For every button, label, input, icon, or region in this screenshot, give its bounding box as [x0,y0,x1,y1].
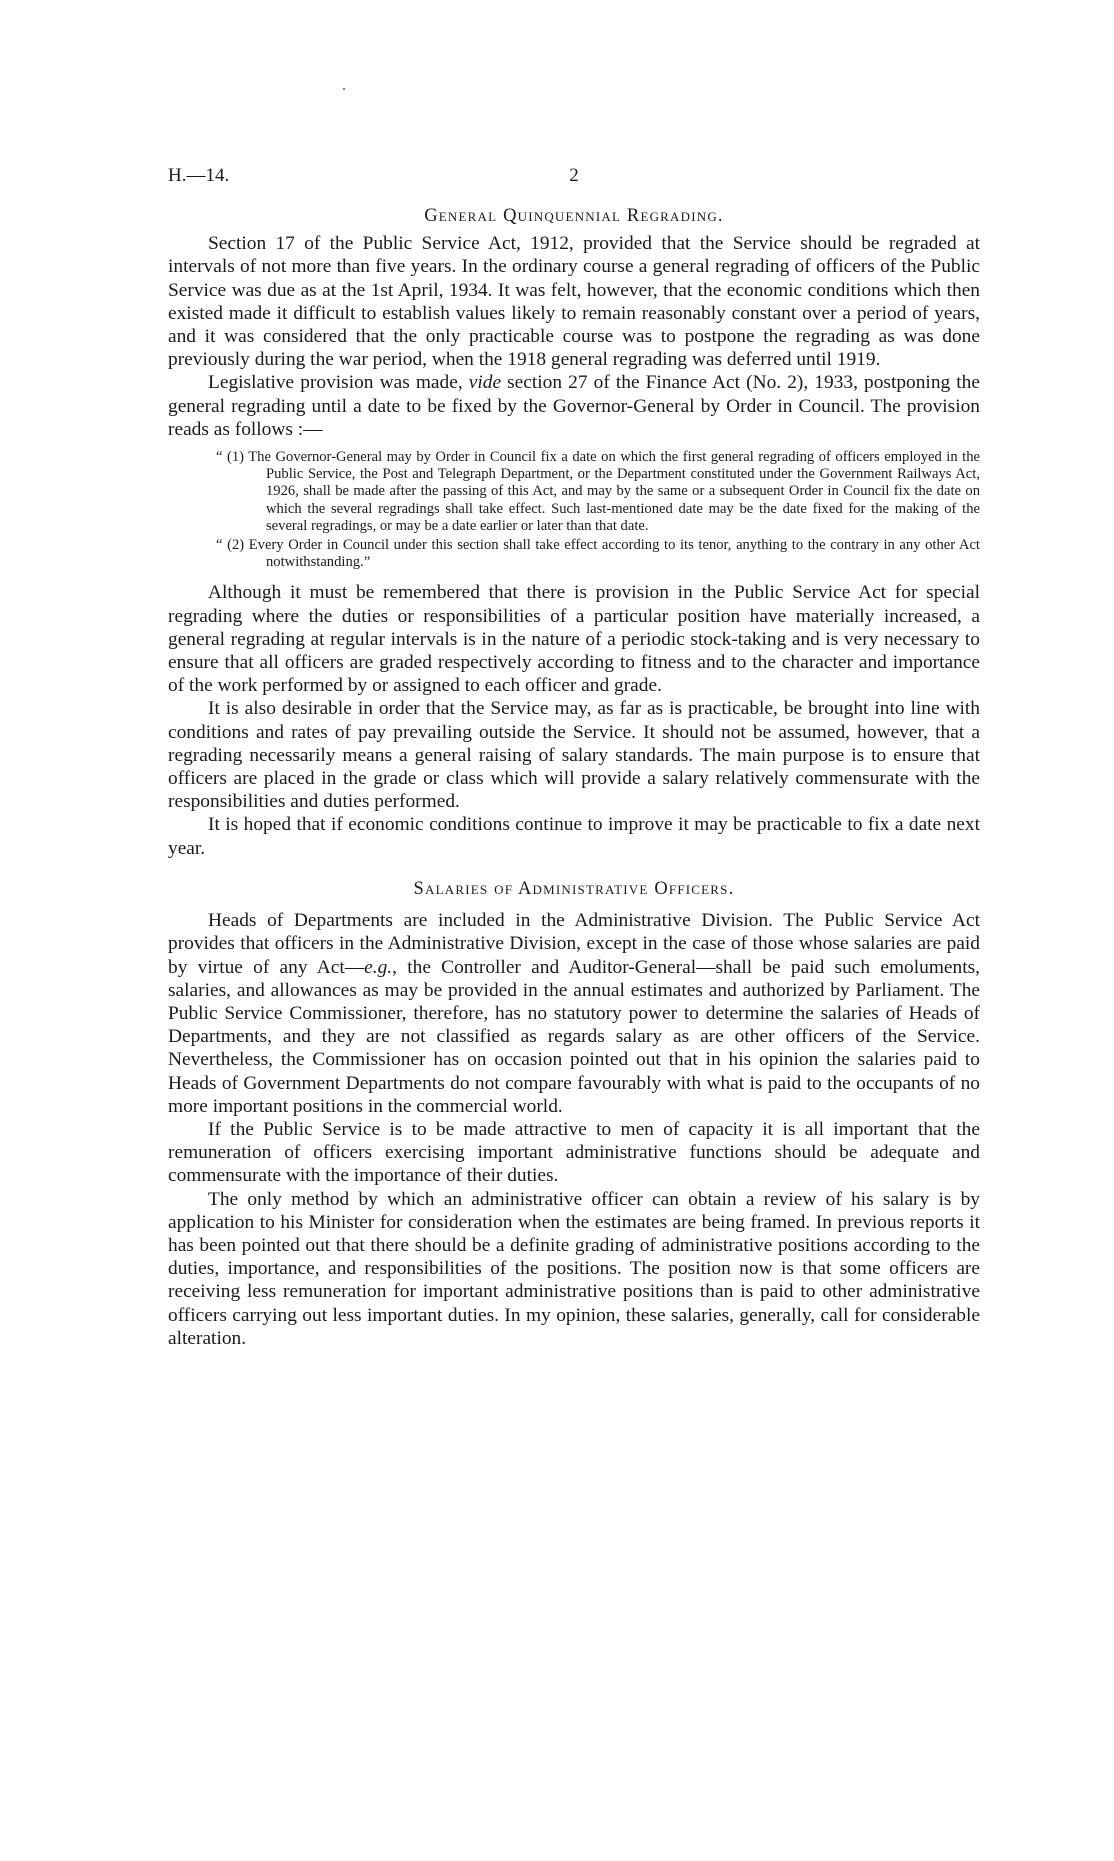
paragraph-special-regrading: Although it must be remembered that there is provision in the Public Service Act for special regrading where the duties or responsibilities of a particular position have materially increased, a general regrading at regular intervals is in the nature of a periodic stock-taking and is very necessary to ensure that all officers are graded respectively according to fitness and to the character and importance of the work performed by or assigned to each officer and grade. [168,582,980,697]
paragraph-text: section 27 of the Finance Act (No. 2), 1933, postponing the general regrading until a date to be fixed by the Governor-General by Order in Council. The provision reads as follows :— [168,372,980,440]
quoted-provision [216,449,980,571]
eg-italic: e.g. [364,956,393,978]
section-heading-regrading: General Quinquennial Regrading. [424,206,724,226]
scan-speck [343,88,345,90]
page-number: 2 [569,165,579,186]
document-reference: H.—14. [168,165,230,186]
vide-italic: vide [468,372,502,394]
paragraph-text: Legislative provision was made, [208,372,469,394]
paragraph-review-method: The only method by which an administrative officer can obtain a review of his salary is by application to his Minister for consideration when the estimates are being framed. In previous reports it has been pointed out that there should be a definite grading of administrative positions according to the duties, importance, and responsibilities of the positions. The position now is that some officers are receiving less remuneration for important administrative positions than is paid to other administrative officers carrying out less important duties. In my opinion, these salaries, generally, call for considerable alteration. [168,1188,980,1349]
paragraph-regrading-intro: Section 17 of the Public Service Act, 1912, provided that the Service should be regraded at intervals of not more than five years. In the ordinary course a general regrading of officers of the Public Service was due as at the 1st April, 1934. It was felt, however, that the economic conditions which then existed made it difficult to establish values likely to remain reasonably constant over a period of years, and it was considered that the only practicable course was to postpone the regrading as was done previously during the war period, when the 1918 general regrading was deferred until 1919. [168,233,980,371]
page-body [168,205,980,1350]
paragraph-legislative-provision [168,371,980,441]
paragraph-attractive-service: If the Public Service is to be made attractive to men of capacity it is all important that the remuneration of officers exercising important administrative functions should be adequate and commensurate with the importance of their duties. [168,1118,980,1187]
page-header [168,165,980,195]
quoted-clause-2: “ (2) Every Order in Council under this section shall take effect according to its tenor, anything to the contrary in any other Act notwithstanding.” [216,537,980,571]
paragraph-text: Heads of Departments are included in the Administrative Division. The Public Service Act provides that officers in the Administrative Division, except in the case of those whose salaries are paid by virtue of any Act— [168,910,980,978]
paragraph-next-year: It is hoped that if economic conditions continue to improve it may be practicable to fix a date next year. [168,814,980,859]
section-heading-salaries: Salaries of Administrative Officers. [413,878,735,899]
quoted-clause-1: “ (1) The Governor-General may by Order in Council fix a date on which the first general regrading of officers employed in the Public Service, the Post and Telegraph Department, or the Department constituted under the Government Railways Act, 1926, shall be made after the passing of this Act, and may by the same or a subsequent Order in Council fix the date on which the several regradings shall take effect. Such last-mentioned date may be the date fixed for the making of the several regradings, or may be a date earlier or later than that date. [216,449,980,534]
paragraph-heads-of-departments [168,909,980,1118]
paragraph-conditions-outside: It is also desirable in order that the Service may, as far as is practicable, be brought into line with conditions and rates of pay prevailing outside the Service. It should not be assumed, however, that a regrading necessarily means a general raising of salary standards. The main purpose is to ensure that officers are placed in the grade or class which will provide a salary relatively commensurate with the responsibilities and duties performed. [168,698,980,813]
paragraph-text: , the Controller and Auditor-General—shall be paid such emoluments, salaries, and allowances as may be provided in the annual estimates and authorized by Parliament. The Public Service Commissioner, therefore, has no statutory power to determine the salaries of Heads of Departments, and they are not classified as regards salary as are other officers of the Service. Nevertheless, the Commissioner has on occasion pointed out that in his opinion the salaries paid to Heads of Government Departments do not compare favourably with what is paid to the occupants of no more important positions in the commercial world. [168,956,980,1117]
